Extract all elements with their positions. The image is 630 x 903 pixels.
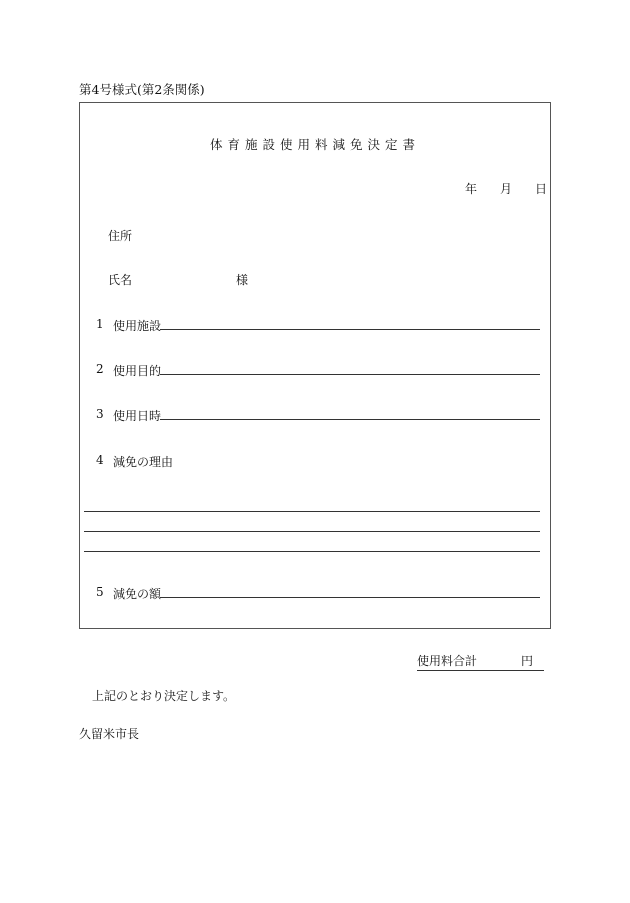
honorific-label: 様	[236, 273, 249, 287]
decision-statement: 上記のとおり決定します。	[92, 689, 236, 703]
item-5-label: 減免の額	[113, 587, 162, 601]
item-3-fill-line	[160, 419, 540, 420]
total-fee-field	[417, 652, 544, 671]
date-year-label: 年	[465, 182, 478, 196]
item-3-label: 使用日時	[113, 409, 162, 423]
item-3-number: 3	[96, 407, 104, 421]
reason-line-2	[84, 531, 540, 532]
total-fee-label: 使用料合計	[417, 654, 478, 668]
item-4-label: 減免の理由	[113, 455, 174, 469]
item-5-fill-line	[160, 597, 540, 598]
date-month-label: 月	[500, 182, 513, 196]
issuer-name: 久留米市長	[79, 727, 140, 741]
item-2-number: 2	[96, 362, 104, 376]
name-label: 氏名	[108, 273, 133, 287]
form-number-label: 第4号様式(第2条関係)	[79, 82, 205, 97]
item-5-number: 5	[96, 585, 104, 599]
date-day-label: 日	[535, 182, 548, 196]
item-4-number: 4	[96, 453, 104, 467]
item-2-fill-line	[160, 374, 540, 375]
item-1-fill-line	[160, 329, 540, 330]
item-2-label: 使用目的	[113, 364, 162, 378]
total-fee-unit: 円	[521, 654, 534, 668]
reason-line-3	[84, 551, 540, 552]
reason-line-1	[84, 511, 540, 512]
document-title: 体育施設使用料減免決定書	[209, 137, 420, 152]
address-label: 住所	[108, 229, 133, 243]
item-1-label: 使用施設	[113, 319, 162, 333]
item-1-number: 1	[96, 317, 104, 331]
